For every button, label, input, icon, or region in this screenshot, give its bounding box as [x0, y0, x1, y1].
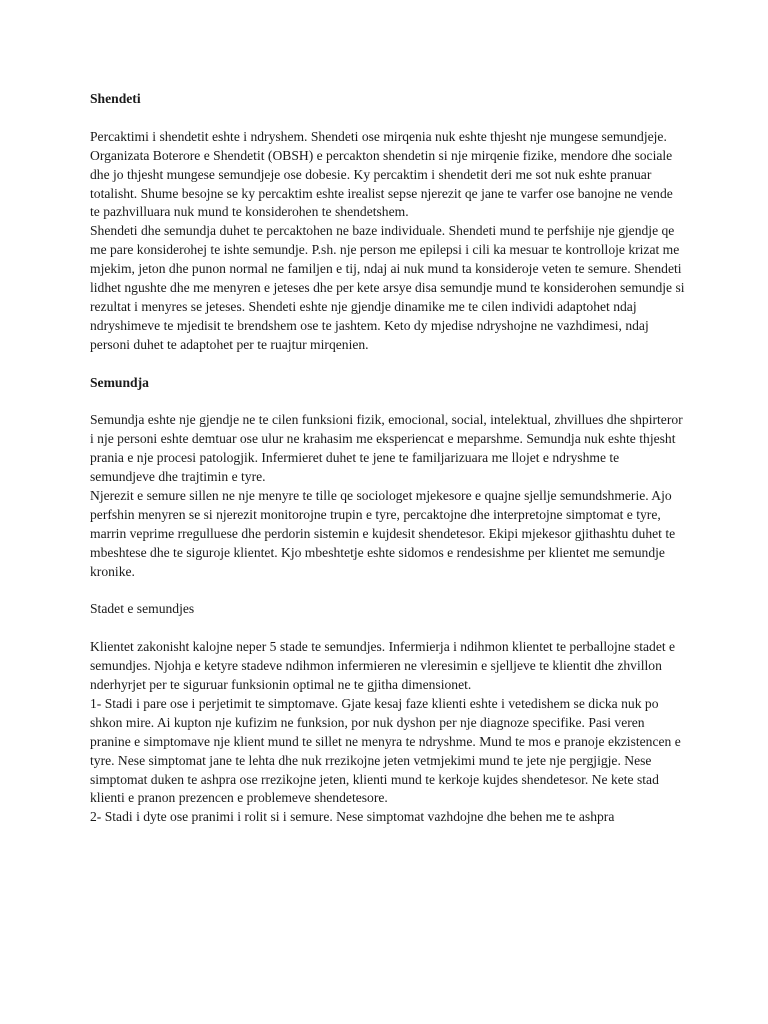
paragraph: 2- Stadi i dyte ose pranimi i rolit si i semure. Nese simptomat vazhdojne dhe behen me te ashpra: [90, 809, 615, 825]
spacer: [90, 109, 686, 128]
paragraph: Semundja eshte nje gjendje ne te cilen funksioni fizik, emocional, social, intelektual, zhvillues dhe shpirteror i nje personi eshte demtuar ose ulur ne krahasim me eksperiencat e meparshme. Semundja nuk eshte thjesht prania e nje procesi patologjik. Infermieret duhet te jene te familjarizuara me llojet e ndryshme te semundjeve dhe trajtimin e tyre.: [90, 412, 683, 485]
paragraph: 1- Stadi i pare ose i perjetimit te simptomave. Gjate kesaj faze klienti eshte i vetedishem se dicka nuk po shkon mire. Ai kupton nje kufizim ne funksion, por nuk dyshon per nje diagnoze specifike. Pasi veren pranine e simptomave nje klient mund te sillet ne menyra te ndryshme. Mund te mos e pranoje ekzistencen e tyre. Nese simptomat jane te lehta dhe nuk rrezikojne jeten vetmjekimi mund te jete nje pergjigje. Nese simptomat duken te ashpra ose rrezikojne jeten, klienti mund te kerkoje kujdes shendetesor. Ne kete stad klienti e pranon prezencen e problemeve shendetesore.: [90, 695, 681, 806]
paragraph: Njerezit e semure sillen ne nje menyre te tille qe sociologet mjekesore e quajne sjellje semundshmerie. Ajo perfshin menyren se si njerezit monitorojne trupin e tyre, percaktojne dhe interpretojne simptomat e tyre, marrin veprime rregulluese dhe perdorin sistemin e kujdesit shendetesor. Ekipi mjekesor gjithashtu duhet te mbeshtese dhe te siguroje klientet. Kjo mbeshtetje eshte sidomos e rendesishme per klientet me semundje kronike.: [90, 487, 676, 579]
spacer: [90, 355, 686, 374]
heading-semundja: Semundja: [90, 374, 149, 390]
spacer: [90, 619, 686, 638]
heading-shendeti: Shendeti: [90, 91, 141, 106]
paragraph: Klientet zakonisht kalojne neper 5 stade te semundjes. Infermierja i ndihmon klientet te perballojne stadet e semundjes. Njohja e ketyre stadeve ndihmon infermieren ne vleresimin e sjelljeve te klientit dhe zhvillon nderhyrjet per te siguruar funksionin optimal ne te gjitha dimensionet.: [90, 639, 676, 693]
document-page: [90, 90, 686, 827]
spacer: [90, 582, 686, 601]
paragraph: Shendeti dhe semundja duhet te percaktohen ne baze individuale. Shendeti mund te perfshije nje gjendje qe me pare konsiderohej te ishte semundje. P.sh. nje person me epilepsi i cili ka mesuar te kontrolloje krizat me mjekim, jeton dhe punon normal ne familjen e tij, ndaj ai nuk mund ta konsideroje veten te semure. Shendeti lidhet ngushte dhe me menyren e jeteses dhe per kete arsye disa semundje mund te konsiderohen semundje si rezultat i menyres se jeteses. Shendeti eshte nje gjendje dinamike me te cilen individi adaptohet ndaj ndryshimeve te mjedisit te brendshem ose te jashtem. Keto dy mjedise ndryshojne ne vazhdimesi, ndaj personi duhet te adaptohet per te ruajtur mirqenien.: [90, 223, 685, 352]
heading-stadet-e-semundjes: Stadet e semundjes: [90, 601, 195, 617]
paragraph: Percaktimi i shendetit eshte i ndryshem. Shendeti ose mirqenia nuk eshte thjesht nje mungese semundjeje. Organizata Boterore e Shendetit (OBSH) e percakton shendetin si nje mirqenie fizike, mendore dhe sociale dhe jo thjesht mungese semundjeje ose dobesie. Ky percaktim i shendetit deri me sot nuk eshte pranuar totalisht. Shume besojne se ky percaktim eshte irealist sepse njerezit qe jane te varfer ose banojne ne vende te pazhvilluara nuk mund te konsiderohen te shendetshem.: [90, 128, 673, 220]
spacer: [90, 392, 686, 411]
